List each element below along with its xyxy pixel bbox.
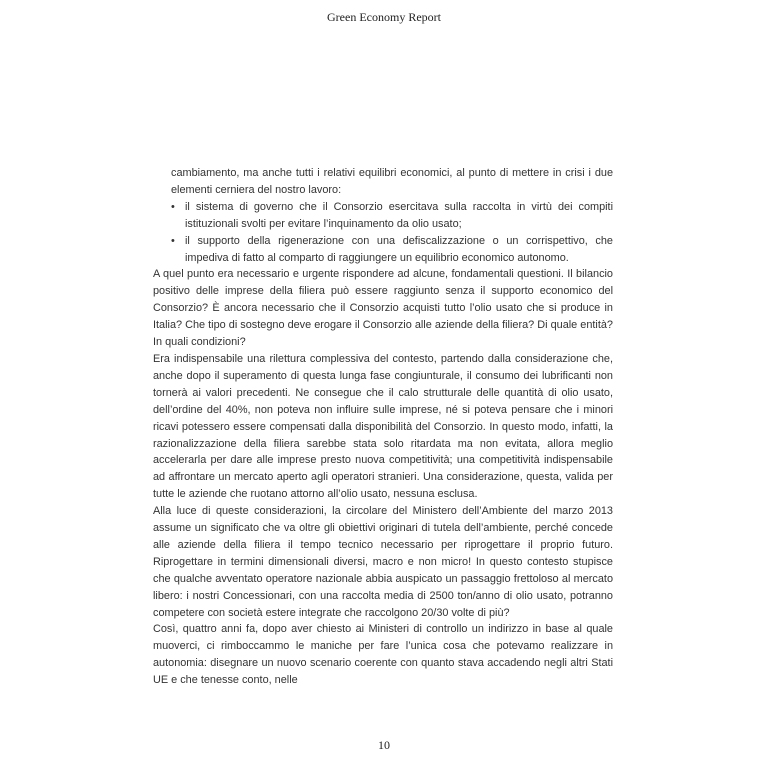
intro-paragraph: cambiamento, ma anche tutti i relativi equilibri economici, al punto di mettere in crisi i due elementi cerniera del nostro lavoro: [171,167,613,196]
paragraph: Così, quattro anni fa, dopo aver chiesto ai Ministeri di controllo un indirizzo in base al quale muoverci, ci rimboccammo le maniche per fare l’unica cosa che potevamo realizzare in autonomia: disegnare un nuovo scenario coerente con quanto stava accadendo negli altri Stati UE e che tenesse conto, nelle [153,623,613,687]
bullet-glyph: • [171,234,175,247]
paragraph: A quel punto era necessario e urgente rispondere ad alcune, fondamentali questioni. Il bilancio positivo delle imprese della filiera può essere raggiunto senza il supporto economico del Consorzio? È ancora necessario che il Consorzio acquisti tutto l’olio usato che si produce in Italia? Che tipo di sostegno deve erogare il Consorzio alle aziende della filiera? Di quale entità? In quali condizioni? [153,268,613,349]
bullet-glyph: • [171,200,175,213]
bullet-item [171,233,613,267]
bullet-text: il supporto della rigenerazione con una defiscalizzazione o un corrispettivo, che impediva di fatto al comparto di raggiungere un equilibrio economico autonomo. [185,234,613,264]
page-number: 10 [378,738,390,752]
running-header: Green Economy Report [327,10,441,24]
body-text [153,165,613,689]
bullet-text: il sistema di governo che il Consorzio esercitava sulla raccolta in virtù dei compiti istituzionali svolti per evitare l’inquinamento da olio usato; [185,200,613,230]
paragraph: Alla luce di queste considerazioni, la circolare del Ministero dell’Ambiente del marzo 2013 assume un significato che va oltre gli obiettivi originari di tutela dell’ambiente, perché concede alle aziende della filiera il tempo tecnico necessario per riprogettare il proprio futuro. Riprogettare in termini dimensionali diversi, macro e non micro! In questo contesto stupisce che qualche avventato operatore nazionale abbia auspicato un passaggio frettoloso al mercato libero: i nostri Concessionari, con una raccolta media di 2500 ton/anno di olio usato, potranno competere con società estere integrate che raccolgono 20/30 volte di più? [153,505,613,619]
bullet-list [153,199,613,267]
paragraph: Era indispensabile una rilettura complessiva del contesto, partendo dalla considerazione che, anche dopo il superamento di questa lunga fase congiunturale, il consumo dei lubrificanti non tornerà ai valori precedenti. Ne consegue che il calo strutturale delle quantità di olio usato, dell’ordine del 40%, non poteva non influire sulle imprese, né si poteva pensare che i minori ricavi potessero essere compensati dalla disponibilità del Consorzio. In questo modo, infatti, la razionalizzazione della filiera sarebbe stata solo ritardata ma non evitata, allora meglio accelerarla per dare alle imprese presto nuova competitività; una competitività indispensabile ad affrontare un mercato aperto agli operatori stranieri. Una considerazione, questa, valida per tutte le aziende che ruotano attorno all’olio usato, nessuna esclusa. [153,352,613,501]
bullet-item [171,199,613,233]
